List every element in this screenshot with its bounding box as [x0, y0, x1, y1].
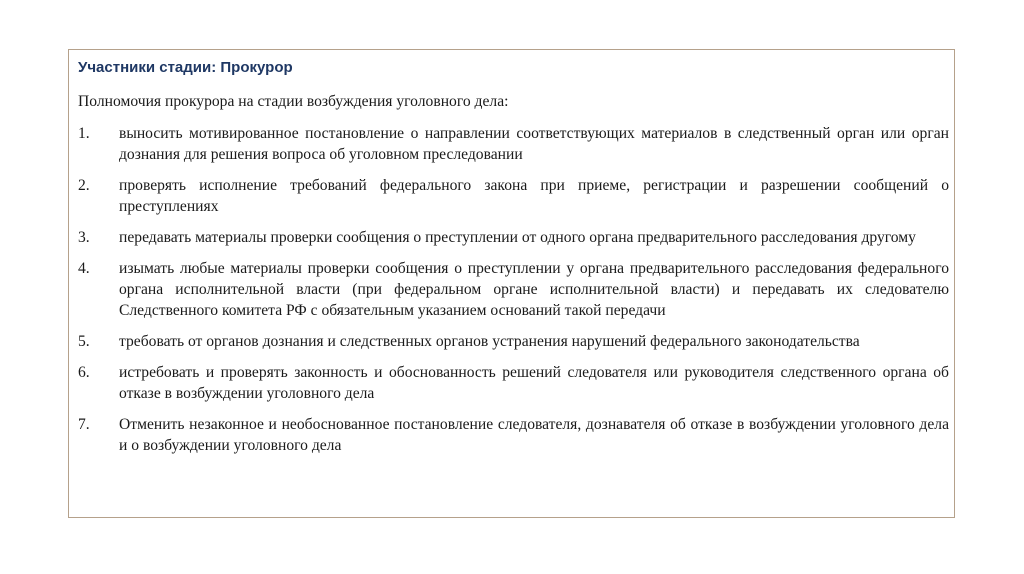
- list-item: [78, 258, 949, 321]
- list-item-text: требовать от органов дознания и следственных органов устранения нарушений федерального законодательства: [119, 333, 860, 350]
- list-item-text: изымать любые материалы проверки сообщения о преступлении у органа предварительного расследования федерального органа исполнительной власти (при федеральном органе исполнительной власти) и передавать их следователю Следственного комитета РФ с обязательным указанием оснований такой передачи: [119, 260, 949, 319]
- list-item-number: 2.: [78, 177, 90, 194]
- list-item-text: истребовать и проверять законность и обоснованность решений следователя или руководителя следственного органа об отказе в возбуждении уголовного дела: [119, 364, 949, 402]
- list-item-text: передавать материалы проверки сообщения о преступлении от одного органа предварительного расследования другому: [119, 229, 916, 246]
- intro-text: Полномочия прокурора на стадии возбуждения уголовного дела:: [78, 93, 509, 110]
- list-item-number: 7.: [78, 416, 90, 433]
- list-item: [78, 362, 949, 404]
- list-item-text: проверять исполнение требований федерального закона при приеме, регистрации и разрешении сообщений о преступлениях: [119, 177, 949, 215]
- list-item: [78, 175, 949, 217]
- powers-list: [78, 123, 949, 466]
- list-item-text: выносить мотивированное постановление о направлении соответствующих материалов в следственный орган или орган дознания для решения вопроса об уголовном преследовании: [119, 125, 949, 163]
- list-item-number: 1.: [78, 125, 90, 142]
- list-item-number: 3.: [78, 229, 90, 246]
- list-item-text: Отменить незаконное и необоснованное постановление следователя, дознавателя об отказе в возбуждении уголовного дела и о возбуждении уголовного дела: [119, 416, 949, 454]
- list-item: [78, 227, 949, 248]
- list-item: [78, 331, 949, 352]
- list-item-number: 6.: [78, 364, 90, 381]
- list-item: [78, 414, 949, 456]
- slide-heading: Участники стадии: Прокурор: [78, 59, 293, 76]
- list-item-number: 4.: [78, 260, 90, 277]
- list-item-number: 5.: [78, 333, 90, 350]
- list-item: [78, 123, 949, 165]
